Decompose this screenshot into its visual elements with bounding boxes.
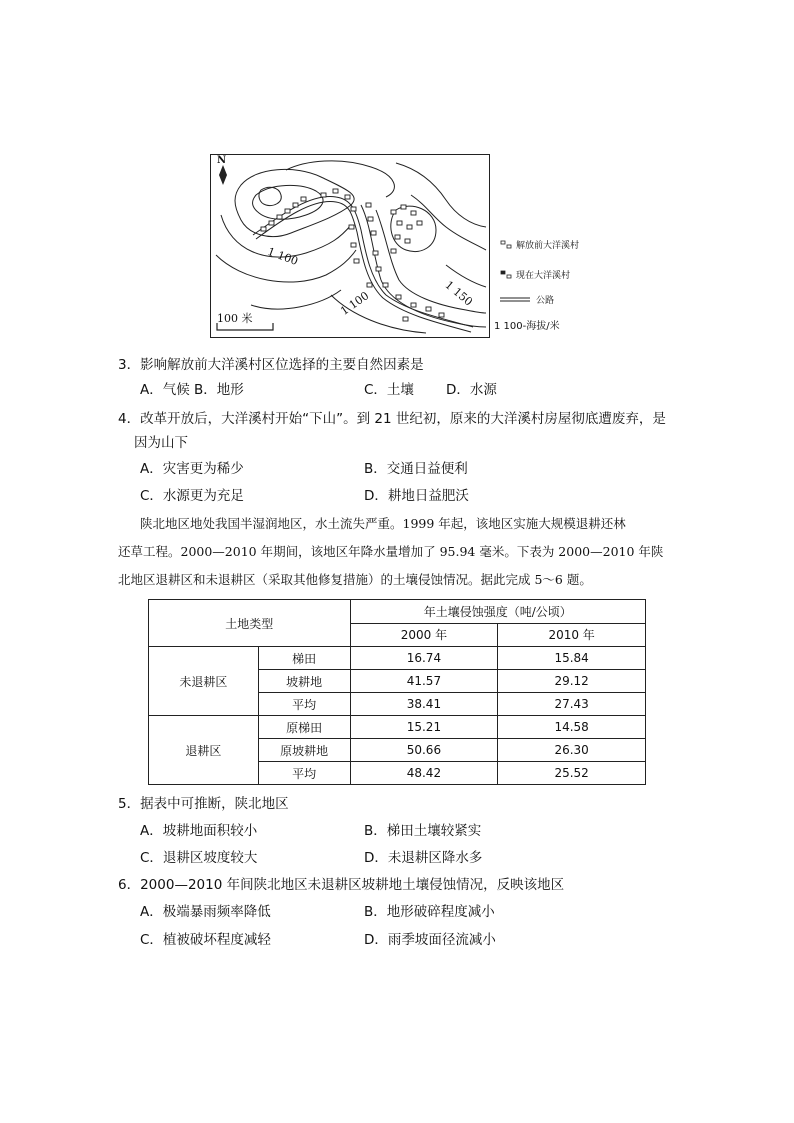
land-type-cell: 原坡耕地 — [258, 739, 350, 762]
contour-line — [251, 290, 341, 309]
value-2010-cell: 15.84 — [498, 647, 646, 670]
house-marker — [397, 221, 402, 225]
north-label: N — [217, 155, 227, 166]
q4-option-c[interactable]: C．水源更为充足 — [140, 488, 244, 504]
value-2010-cell: 27.43 — [498, 693, 646, 716]
q5-option-a[interactable]: A．坡耕地面积较小 — [140, 823, 258, 839]
contour-label-1150: 1 150 — [442, 278, 475, 309]
house-marker — [261, 227, 266, 231]
house-marker — [401, 205, 406, 209]
header-year-2010: 2010 年 — [498, 623, 646, 647]
scale-label: 100 米 — [217, 312, 253, 325]
house-marker — [411, 211, 416, 215]
house-marker — [293, 203, 298, 207]
house-marker — [321, 193, 326, 197]
house-marker — [354, 259, 359, 263]
new-house-icon — [500, 270, 514, 280]
q5-stem: 5．据表中可推断，陕北地区 — [118, 796, 289, 812]
house-marker — [333, 189, 338, 193]
house-marker — [285, 209, 290, 213]
header-land-type: 土地类型 — [149, 600, 351, 647]
value-2000-cell: 48.42 — [350, 762, 498, 785]
value-2010-cell: 25.52 — [498, 762, 646, 785]
house-marker — [351, 207, 356, 211]
contour-line — [253, 185, 323, 219]
house-marker — [277, 215, 282, 219]
house-marker — [345, 195, 350, 199]
house-marker — [269, 221, 274, 225]
header-intensity: 年土壤侵蚀强度（吨/公顷） — [350, 600, 645, 624]
contour-line — [361, 205, 486, 327]
house-marker — [371, 231, 376, 235]
land-type-cell: 平均 — [258, 693, 350, 716]
value-2000-cell: 41.57 — [350, 670, 498, 693]
land-type-cell: 原梯田 — [258, 716, 350, 739]
value-2010-cell: 14.58 — [498, 716, 646, 739]
map-legend — [494, 238, 600, 338]
q6-option-b[interactable]: B．地形破碎程度减小 — [364, 904, 495, 920]
house-marker — [403, 317, 408, 321]
q3-option-d[interactable]: D．水源 — [446, 382, 497, 398]
q6-stem: 6．2000—2010 年间陕北地区未退耕区坡耕地土壤侵蚀情况，反映该地区 — [118, 877, 565, 893]
house-marker — [376, 267, 381, 271]
house-marker — [366, 203, 371, 207]
land-type-cell: 坡耕地 — [258, 670, 350, 693]
house-marker — [405, 239, 410, 243]
q6-option-c[interactable]: C．植被破坏程度减轻 — [140, 932, 271, 948]
land-type-cell: 平均 — [258, 762, 350, 785]
q6-option-d[interactable]: D．雨季坡面径流减小 — [364, 932, 496, 948]
contour-line — [259, 187, 281, 205]
house-marker — [395, 235, 400, 239]
q5-option-c[interactable]: C．退耕区坡度较大 — [140, 850, 258, 866]
house-marker — [368, 217, 373, 221]
contour-line — [286, 161, 394, 197]
q6-option-a[interactable]: A．极端暴雨频率降低 — [140, 904, 271, 920]
land-type-cell: 梯田 — [258, 647, 350, 670]
house-marker — [373, 251, 378, 255]
contour-label-1100-a: 1 100 — [265, 245, 300, 268]
header-year-2000: 2000 年 — [350, 623, 498, 647]
house-marker — [417, 221, 422, 225]
contour-line — [396, 163, 486, 227]
value-2000-cell: 16.74 — [350, 647, 498, 670]
old-house-icon — [500, 240, 514, 250]
table-header-row — [149, 600, 646, 624]
house-marker — [351, 243, 356, 247]
q4-stem-line1: 4．改革开放后，大洋溪村开始“下山”。到 21 世纪初，原来的大洋溪村房屋彻底遭废弃，是 — [118, 411, 666, 427]
q3-option-c[interactable]: C．土壤 — [364, 382, 414, 398]
house-marker — [367, 283, 372, 287]
house-marker — [426, 307, 431, 311]
house-marker — [349, 225, 354, 229]
legend-current-village-label: 现在大洋溪村 — [516, 271, 571, 281]
value-2000-cell: 50.66 — [350, 739, 498, 762]
q3-option-ab[interactable]: A．气候 B．地形 — [140, 382, 244, 398]
contour-label-1100-b: 1 100 — [338, 289, 372, 318]
group-label-returned: 退耕区 — [149, 716, 259, 785]
passage-line2: 还草工程。2000—2010 年期间，该地区年降水量增加了 95.94 毫米。下表为 2000—2010 年陕 — [118, 544, 664, 559]
group-label-not-returned: 未退耕区 — [149, 647, 259, 716]
q4-option-a[interactable]: A．灾害更为稀少 — [140, 461, 244, 477]
passage-line1: 陕北地区地处我国半湿润地区，水土流失严重。1999 年起，该地区实施大规模退耕还林 — [140, 516, 626, 531]
q3-stem: 3．影响解放前大洋溪村区位选择的主要自然因素是 — [118, 357, 424, 373]
house-marker — [391, 210, 396, 214]
table-row — [149, 716, 646, 739]
road-legend-icon — [500, 296, 530, 304]
q4-option-d[interactable]: D．耕地日益肥沃 — [364, 488, 469, 504]
house-marker — [391, 249, 396, 253]
table-row — [149, 647, 646, 670]
house-marker — [407, 225, 412, 229]
q4-option-b[interactable]: B．交通日益便利 — [364, 461, 468, 477]
passage-line3: 北地区退耕区和未退耕区（采取其他修复措施）的土壤侵蚀情况。据此完成 5～6 题。 — [118, 572, 592, 587]
soil-erosion-table — [148, 599, 646, 785]
house-marker — [383, 283, 388, 287]
q5-option-b[interactable]: B．梯田土壤较紧实 — [364, 823, 482, 839]
legend-road-label: 公路 — [536, 296, 555, 306]
topographic-map — [210, 154, 490, 338]
legend-before-village-label: 解放前大洋溪村 — [516, 241, 580, 251]
house-marker — [439, 313, 444, 317]
house-marker — [396, 295, 401, 299]
north-arrow-icon — [219, 165, 227, 185]
value-2010-cell: 29.12 — [498, 670, 646, 693]
value-2000-cell: 38.41 — [350, 693, 498, 716]
value-2000-cell: 15.21 — [350, 716, 498, 739]
legend-elevation-label: 1 100-海拔/米 — [494, 321, 560, 332]
q5-option-d[interactable]: D．未退耕区降水多 — [364, 850, 483, 866]
house-marker — [301, 197, 306, 201]
value-2010-cell: 26.30 — [498, 739, 646, 762]
house-marker — [411, 303, 416, 307]
q4-stem-line2: 因为山下 — [134, 435, 188, 451]
